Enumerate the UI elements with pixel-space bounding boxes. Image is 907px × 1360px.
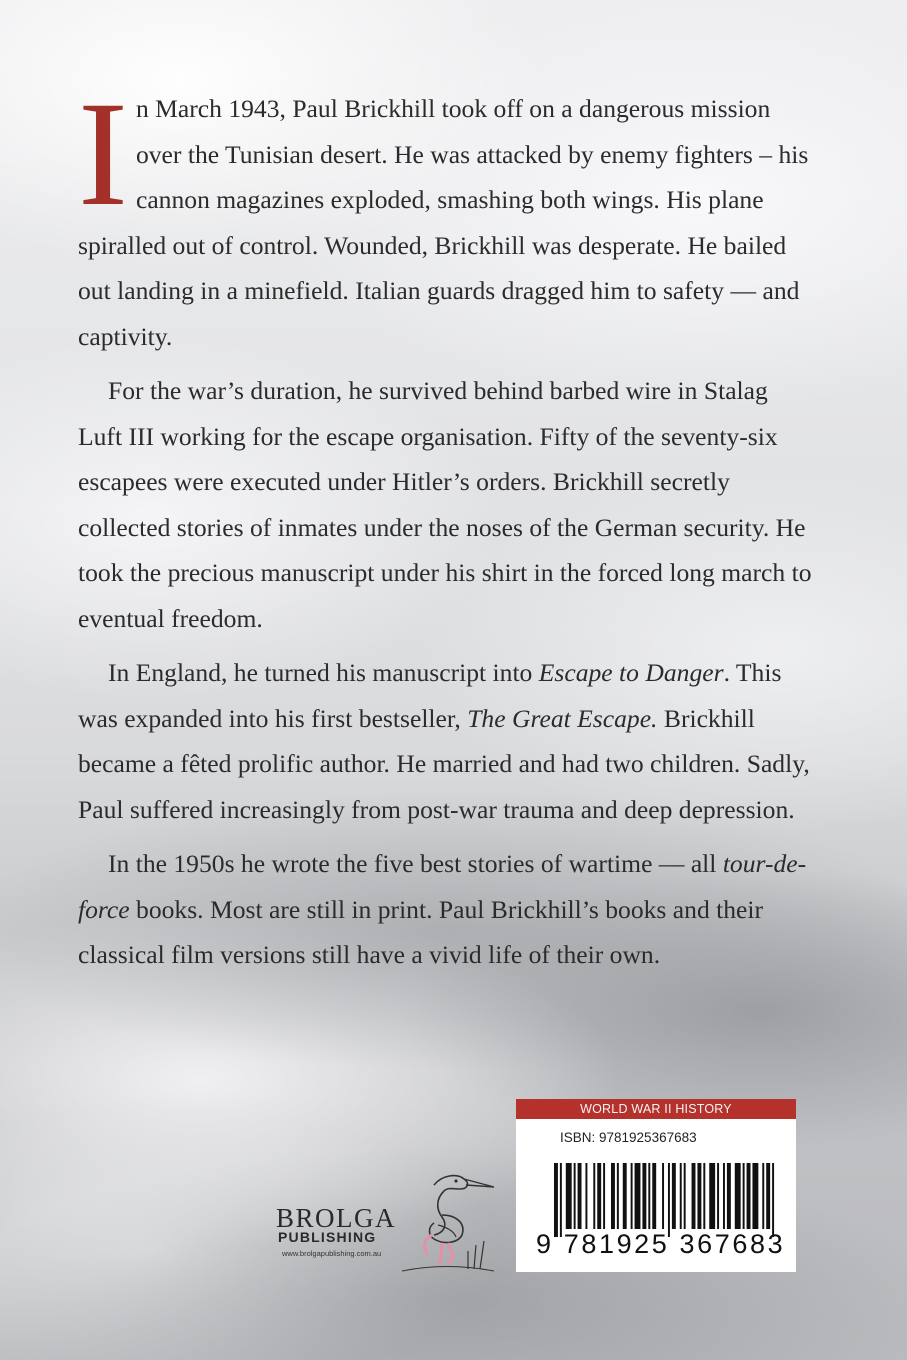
blurb-paragraph-1-text: n March 1943, Paul Brickhill took off on a dangerous mission over the Tunisian desert. He was attacked by enemy fighters – his cannon magazines exploded, smashing both wings. His plane spiralled out of control. Wounded, Brickhill was desperate. He bailed out landing in a minefield. Italian guards dragged him to safety — and captivity. <box>78 94 809 351</box>
barcode-bar <box>648 1163 650 1229</box>
barcode-bar <box>652 1163 656 1229</box>
barcode-bar <box>611 1163 615 1229</box>
title-escape-to-danger: Escape to Danger <box>538 658 724 687</box>
term-tour-de-force: tour-de-force <box>78 849 807 924</box>
barcode-bar <box>723 1163 725 1229</box>
blurb-text <box>78 71 816 987</box>
p3-text-c: Brickhill became a fêted prolific author. He married and had two children. Sadly, Paul suffered increasingly from post-war trauma and deep depression. <box>78 703 810 824</box>
isbn-label: ISBN: 9781925367683 <box>560 1130 697 1145</box>
blurb-paragraph-2: For the war’s duration, he survived behind barbed wire in Stalag Luft III working for the escape organisation. Fifty of the seventy-six escapees were executed under Hitler’s orders. Brickhill secretly collected stories of inmates under the noses of the German security. He took the precious manuscript under his shirt in the forced long march to eventual freedom. <box>78 376 812 633</box>
publisher-subtitle: PUBLISHING <box>278 1229 377 1245</box>
barcode-bar <box>578 1163 582 1229</box>
barcode-bar <box>631 1163 633 1229</box>
barcode-digits: 9 781925 367683 <box>536 1229 786 1259</box>
isbn-barcode-box <box>516 1119 796 1272</box>
barcode-bar <box>692 1163 696 1229</box>
publisher-logo <box>272 1165 502 1277</box>
barcode-bar <box>709 1163 715 1229</box>
barcode-bar <box>635 1163 641 1229</box>
barcode-bar <box>642 1163 646 1229</box>
publisher-url: www.brolgapublishing.com.au <box>282 1249 382 1258</box>
p4-text-a: In the 1950s he wrote the five best stories of wartime — all <box>108 849 723 878</box>
barcode-bar <box>603 1163 605 1229</box>
barcode <box>554 1163 778 1237</box>
barcode-bar <box>762 1163 764 1229</box>
barcode-bar <box>703 1163 705 1229</box>
drop-cap: I <box>78 71 128 237</box>
barcode-bar <box>766 1163 770 1229</box>
barcode-bar <box>662 1163 664 1229</box>
barcode-bar <box>717 1163 719 1229</box>
barcode-bar <box>672 1163 676 1229</box>
barcode-bar <box>623 1163 627 1229</box>
barcode-bar <box>684 1163 686 1229</box>
barcode-bar <box>560 1163 562 1237</box>
barcode-bar <box>597 1163 601 1229</box>
barcode-bar <box>752 1163 758 1229</box>
barcode-bar <box>680 1163 682 1229</box>
brolga-bird-icon <box>382 1165 502 1275</box>
barcode-bar <box>554 1163 558 1237</box>
barcode-bar <box>697 1163 701 1229</box>
blurb-paragraph-3 <box>78 650 816 832</box>
p3-text-b: . This was expanded into his first bestseller, <box>78 658 782 733</box>
barcode-bar <box>747 1163 751 1229</box>
barcode-bar <box>617 1163 619 1229</box>
barcode-bar <box>727 1163 731 1229</box>
barcode-bar <box>585 1163 587 1229</box>
title-great-escape: The Great Escape. <box>467 703 658 733</box>
barcode-bar <box>743 1163 745 1229</box>
publisher-name: BROLGA <box>276 1203 397 1233</box>
barcode-bar <box>772 1163 774 1237</box>
barcode-bar <box>574 1163 576 1229</box>
genre-label: WORLD WAR II HISTORY <box>516 1099 796 1119</box>
p4-text-b: books. Most are still in print. Paul Brickhill’s books and their classical film versions still have a vivid life of their own. <box>78 894 764 969</box>
barcode-bar <box>668 1163 670 1237</box>
blurb-paragraph-4 <box>78 841 816 978</box>
p3-text-a: In England, he turned his manuscript into <box>108 658 539 687</box>
blurb-paragraph-1 <box>78 71 816 359</box>
barcode-bar <box>566 1163 572 1229</box>
barcode-bar <box>593 1163 595 1229</box>
barcode-bar <box>735 1163 741 1229</box>
